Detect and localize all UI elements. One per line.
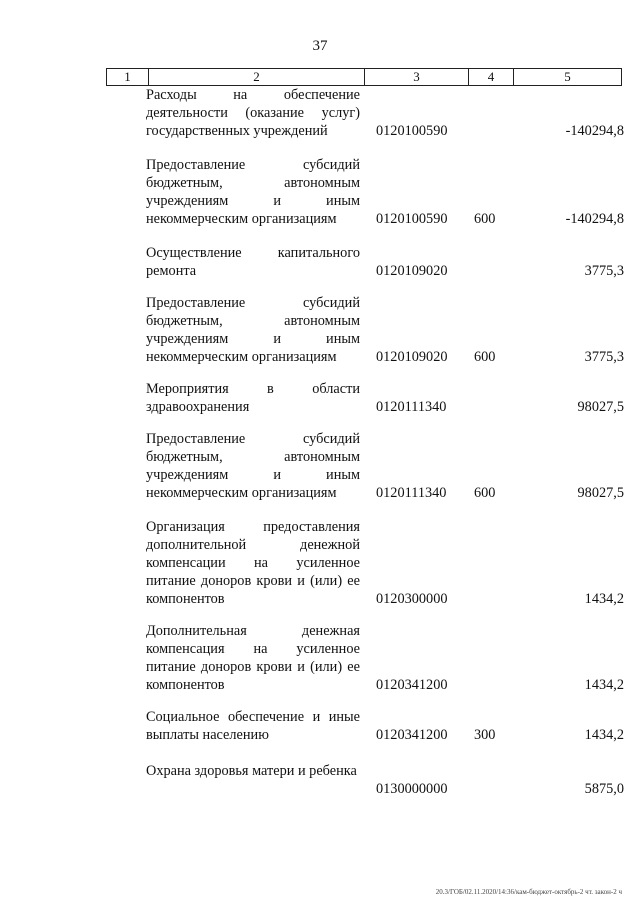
row-description: Мероприятия в области здравоохранения: [146, 381, 360, 415]
header-col-3: 3: [365, 69, 469, 85]
header-col-4: 4: [469, 69, 514, 85]
row-code: 0120100590: [376, 123, 448, 139]
table-row: [0, 762, 640, 798]
row-code: 0120111340: [376, 399, 447, 415]
row-type: 600: [474, 211, 496, 227]
row-description: Социальное обеспечение и иные выплаты населению: [146, 709, 360, 743]
row-amount: 3775,3: [584, 263, 624, 279]
row-type: 600: [474, 485, 496, 501]
row-description: Дополнительная денежная компенсация на усиленное питание доноров крови и (или) ее компонентов: [146, 623, 360, 693]
table-row: [0, 380, 640, 416]
row-description: Организация предоставления дополнительной денежной компенсации на усиленное питание доноров крови и (или) ее компонентов: [146, 519, 360, 607]
row-code: 0120111340: [376, 485, 447, 501]
row-type: 300: [474, 727, 496, 743]
row-code: 0120109020: [376, 349, 448, 365]
table-row: [0, 430, 640, 502]
row-code: 0120341200: [376, 677, 448, 693]
row-amount: -140294,8: [565, 211, 624, 227]
row-amount: 5875,0: [584, 781, 624, 797]
page-number: 37: [312, 38, 328, 54]
table-row: [0, 708, 640, 744]
table-row: [0, 86, 640, 140]
row-amount: 98027,5: [577, 399, 624, 415]
table-row: [0, 244, 640, 280]
row-amount: 3775,3: [584, 349, 624, 365]
row-description: Охрана здоровья матери и ребенка: [146, 763, 357, 779]
row-amount: 1434,2: [584, 591, 624, 607]
table-row: [0, 294, 640, 366]
row-code: 0120109020: [376, 263, 448, 279]
row-description: Расходы на обеспечение деятельности (оказание услуг) государственных учреждений: [146, 87, 360, 139]
row-description: Предоставление субсидий бюджетным, автономным учреждениям и иным некоммерческим организациям: [146, 157, 360, 227]
row-code: 0120100590: [376, 211, 448, 227]
row-description: Предоставление субсидий бюджетным, автономным учреждениям и иным некоммерческим организациям: [146, 295, 360, 365]
row-code: 0120300000: [376, 591, 448, 607]
row-amount: -140294,8: [565, 123, 624, 139]
document-footer: 20.3/ГОБ/02.11.2020/14:36/кам-бюджет-октябрь-2 чт. закон-2 ч: [435, 888, 622, 896]
header-col-2: 2: [149, 69, 365, 85]
table-row: [0, 622, 640, 694]
row-type: 600: [474, 349, 496, 365]
row-code: 0130000000: [376, 781, 448, 797]
header-col-1: 1: [107, 69, 149, 85]
row-description: Осуществление капитального ремонта: [146, 245, 360, 279]
row-amount: 98027,5: [577, 485, 624, 501]
row-code: 0120341200: [376, 727, 448, 743]
table-header: [106, 68, 622, 86]
row-description: Предоставление субсидий бюджетным, автономным учреждениям и иным некоммерческим организациям: [146, 431, 360, 501]
row-amount: 1434,2: [584, 677, 624, 693]
row-amount: 1434,2: [584, 727, 624, 743]
header-col-5: 5: [564, 69, 571, 84]
table-row: [0, 518, 640, 608]
table-row: [0, 156, 640, 228]
